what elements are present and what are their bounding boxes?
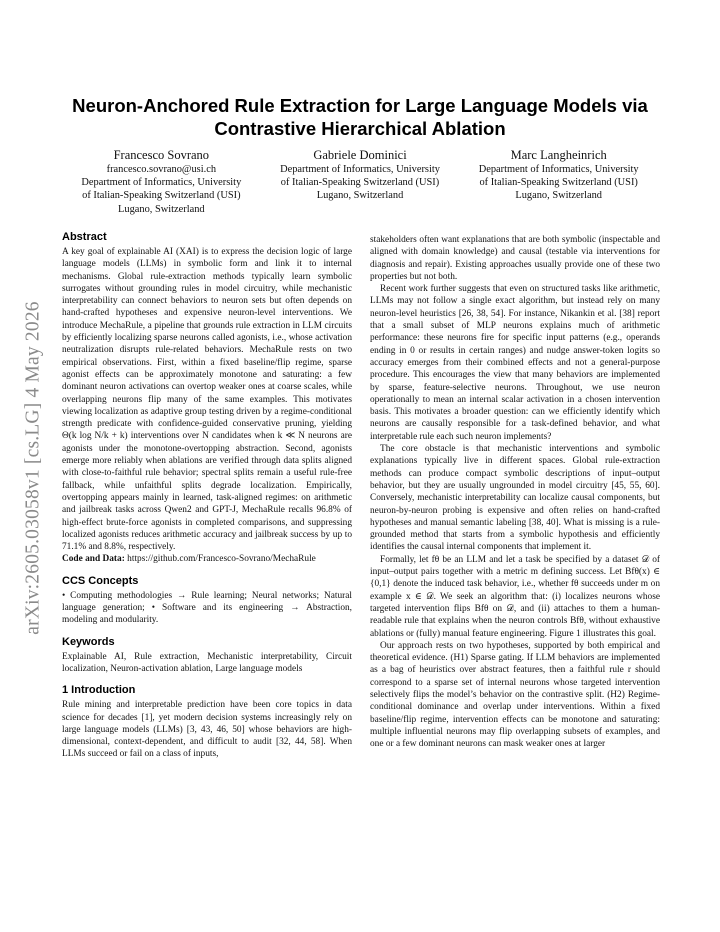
author-affiliation: Department of Informatics, University [81,177,242,189]
title-line-2: Contrastive Hierarchical Ablation [214,118,506,139]
introduction-heading: 1 Introduction [62,684,136,697]
arxiv-identifier: arXiv:2605.03058v1 [cs.LG] 4 May 2026 [23,301,44,635]
author-affiliation: Department of Informatics, University [280,164,440,175]
keywords-heading: Keywords [62,635,115,648]
author-2 [261,148,460,216]
author-affiliation: Department of Informatics, University [478,164,639,175]
body-paragraph: The core obstacle is that mechanistic interventions and symbolic explanations typically live in different spaces. Global rule-extraction methods can produce compact symbolic descriptions of input–output behavior, but they are usually ungrounded in model circuitry [45, 55, 60]. Conversely, mechanistic interpretability can localize causal components, but neuron-by-neuron probing is expensive and often relies on hand-crafted hypotheses and manual semantic labeling [38, 40]. What is missing is a rule-grounded method that starts from a symbolic hypothesis and efficiently identifies the causal internal components that implement it. [370,444,660,553]
ccs-text: • Computing methodologies → Rule learning; Neural networks; Natural language generation; • Software and its engineering → Abstraction, modeling and modularity. [62,590,352,626]
paper-title [60,94,660,140]
body-paragraph: stakeholders often want explanations that are both symbolic (inspectable and aligned with domain knowledge) and causal (testable via interventions for diagnosis and repair). Existing approaches usually provide one of these two properties but not both. [370,235,660,282]
author-1 [62,148,261,216]
body-paragraph: Formally, let fθ be an LLM and let a task be specified by a dataset 𝒟 of input–output pairs together with a metric m defining success. Let Bfθ(x) ∈ {0,1} denote the induced task behavior, i.e., whether fθ succeeds under m on example x ∈ 𝒟. We seek an algorithm that: (i) localizes neurons whose targeted intervention flips Bfθ on 𝒟, and (ii) attaches to them a human-readable rule that explains when the neuron controls Bfθ, without exhaustive ablations or (fully) manual feature engineering. Figure 1 illustrates this goal. [370,554,660,639]
author-block [62,148,658,216]
author-name: Francesco Sovrano [113,148,210,162]
author-3 [459,148,658,216]
body-paragraph: Our approach rests on two hypotheses, supported by both empirical and theoretical evidence. (H1) Sparse gating. If LLM behaviors are implemented as a bag of heuristics over abstract features, then a faithful rule r should correspond to a sparse set of internal neurons whose targeted intervention selectively flips the model’s behavior on the contrastive split. (H2) Regime-conditional dominance and overlap under interventions. Within a fixed baseline/flip regime, intervention effects can be monotone and saturating: multiple influential neurons may flip overlapping subsets of examples, and one or a few dominant neurons can mask weaker ones at larger [370,640,660,750]
abstract-heading: Abstract [62,231,107,243]
code-and-data-line [62,553,352,565]
arxiv-sidebar-stamp [14,248,54,688]
introduction-text: Rule mining and interpretable prediction have been core topics in data science for decades [1], yet modern decision systems increasingly rely on large language models (LLMs) [3, 43, 46, 50] whose behaviors are high-dimensional, context-dependent, and difficult to audit [32, 44, 58]. When LLMs succeed or fail on a class of inputs, [62,700,352,760]
author-name: Marc Langheinrich [510,148,607,162]
code-label: Code and Data: [62,554,125,565]
author-affiliation: of Italian-Speaking Switzerland (USI) [82,190,241,202]
author-email[interactable]: francesco.sovrano@usi.ch [106,164,217,175]
code-url-link[interactable]: https://github.com/Francesco-Sovrano/MechaRule [127,554,316,565]
left-column [62,230,352,761]
author-affiliation: of Italian-Speaking Switzerland (USI) [280,177,440,189]
author-name: Gabriele Dominici [313,148,407,162]
author-location: Lugano, Switzerland [515,190,602,202]
right-column [370,234,660,750]
author-location: Lugano, Switzerland [316,190,404,202]
ccs-heading: CCS Concepts [62,574,139,587]
body-paragraph: Recent work further suggests that even on structured tasks like arithmetic, LLMs may not follow a single exact algorithm, but instead rely on many neuron-level heuristics [26, 38, 54]. For instance, Nikankin et al. [38] report that a small subset of MLP neurons explains much of arithmetic performance: these neurons fire for specific input patterns (e.g., operands ending in 0 or results in certain ranges) and nudge answer-token logits so accuracy emerges from their combined effects and not a general-purpose procedure. This encourages the view that many behaviors are implemented by sparse, feature-selective neurons. Throughout, we use neuron operationally to mean an internal scalar activation in a chosen intervention basis. This motivates a broader question: can we efficiently identify which neurons are causally responsible for a task-defined behavior, and what interpretable rule each such neuron implements? [370,284,660,442]
author-location: Lugano, Switzerland [118,203,205,215]
keywords-text: Explainable AI, Rule extraction, Mechanistic interpretability, Circuit localization, Neuron-activation ablation, Large language models [62,651,352,674]
author-affiliation: of Italian-Speaking Switzerland (USI) [479,177,638,189]
title-line-1: Neuron-Anchored Rule Extraction for Large Language Models via [72,95,648,116]
abstract-text: A key goal of explainable AI (XAI) is to express the decision logic of large language models (LLMs) in symbolic form and link it to internal mechanisms. Global rule-extraction methods typically learn symbolic surrogates without grounding rules in model circuitry, while mechanistic interpretability can connect behaviors to neuron sets but often depends on hand-crafted hypotheses and expensive neuron-level interventions. We introduce MechaRule, a pipeline that grounds rule extraction in LLM circuits by efficiently localizing sparse neurons called agonists, i.e., whose activation neutralization disrupts rule-related behaviors. MechaRule rests on two empirical observations. First, within a fixed baseline/flip regime, sparse agonist effects can be approximately monotone and saturating: a few dominant neuron activations can overtop weaker ones at coarse scales, while overlapping neurons flip many of the same examples. This motivates viewing localization as adaptive group testing driven by a regime-conditional strength predicate with confidence-guided conservative pruning, yielding Θ(k log N/k + k) interventions over N candidates when k ≪ N neurons are agonists under the monotone-overtopping abstraction. Second, agonists emerge more reliably when ablations are verified through data splits aligned with close-to-faithful rule behavior; spectral splits remain a useful rule-free fallback, while unfaithful splits degrade localization. Empirically, overtopping appears mainly in learned, task-aligned regimes: on arithmetic and jailbreak tasks across Qwen2 and GPT-J, MechaRule recalls 96.8% of high-effect brute-force agonists in completed comparisons, and suppressing localized agonists reduces arithmetic accuracy and jailbreak success by up to 71.1% and 8.8%, respectively. [62,247,352,553]
